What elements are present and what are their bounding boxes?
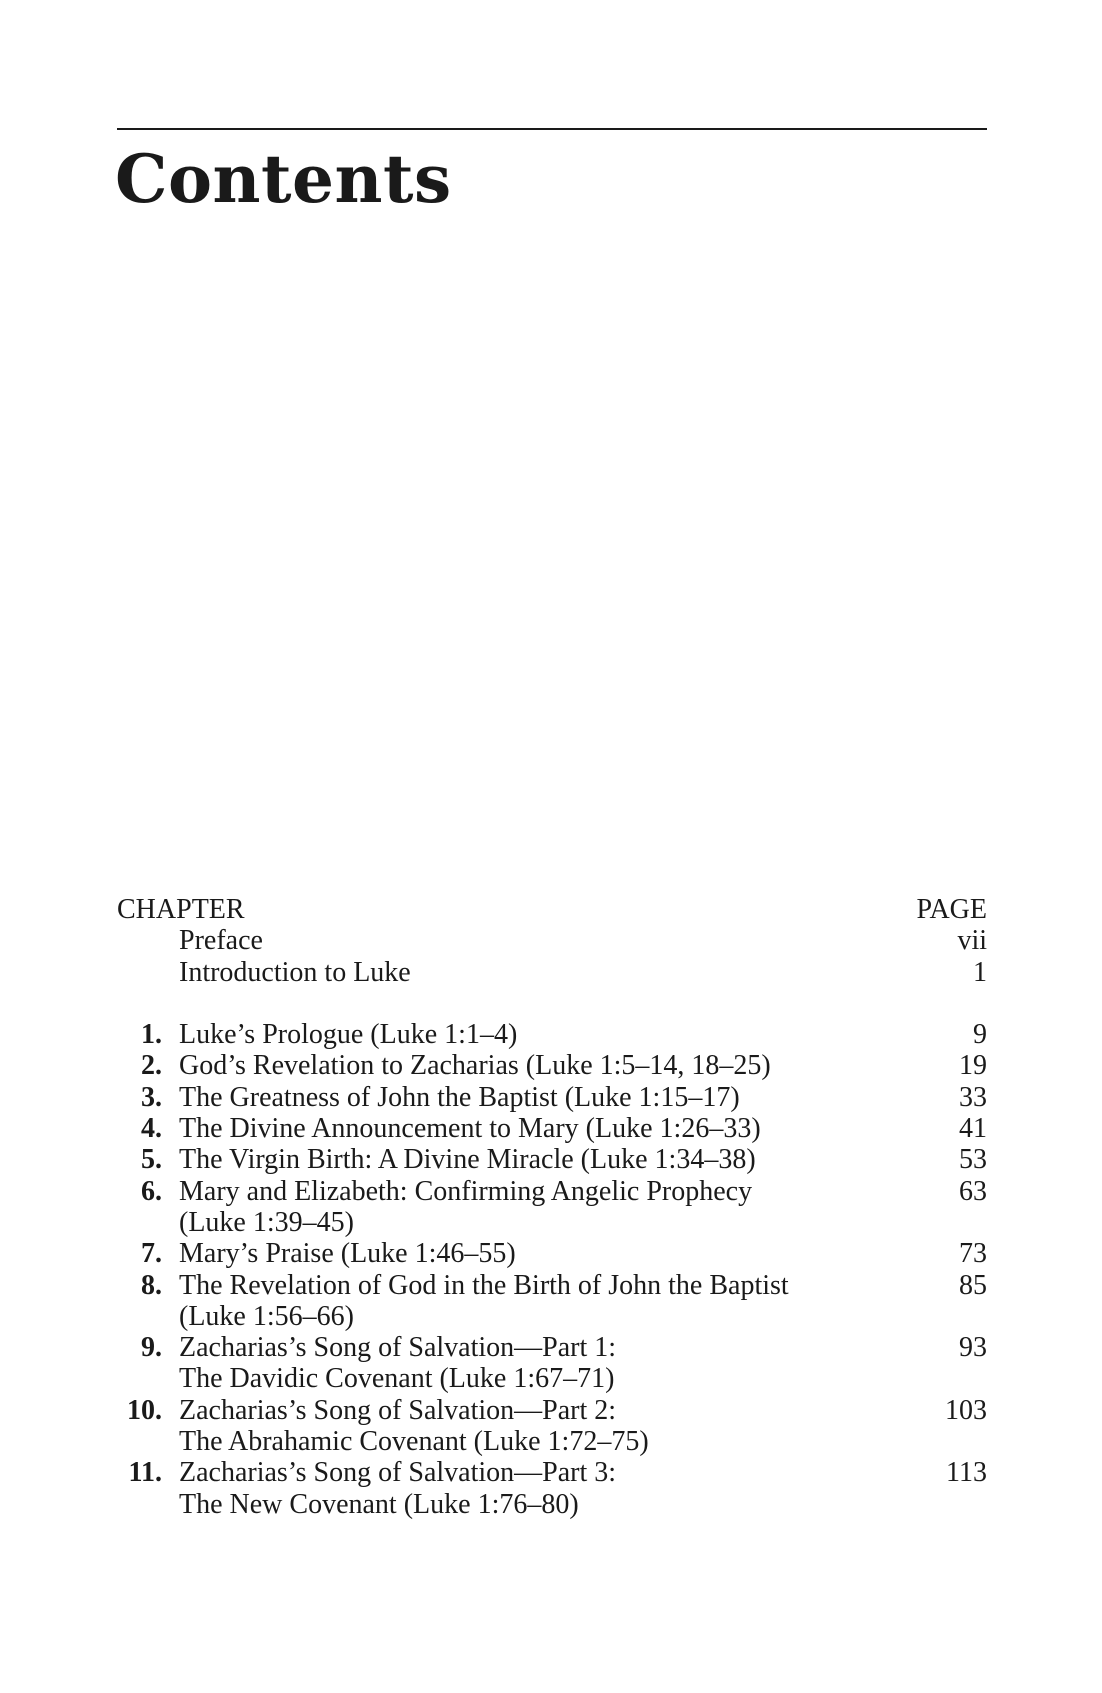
page-title: Contents <box>115 140 452 218</box>
chapter-page: 103 <box>945 1394 987 1426</box>
entry-title: Introduction to Luke <box>179 956 411 988</box>
chapter-title: Zacharias’s Song of Salvation—Part 2: The Abrahamic Covenant (Luke 1:72–75) <box>179 1394 649 1458</box>
chapter-title: Mary’s Praise (Luke 1:46–55) <box>179 1238 516 1270</box>
section-spacer <box>117 988 987 1019</box>
chapter-page: 41 <box>959 1113 987 1145</box>
chapter-page: 9 <box>973 1019 987 1051</box>
chapter-page: 73 <box>959 1238 987 1270</box>
chapter-number: 9. <box>141 1332 162 1364</box>
chapter-number: 8. <box>141 1269 162 1301</box>
chapter-title: The Greatness of John the Baptist (Luke 1:15–17) <box>179 1081 740 1113</box>
chapter-page: 93 <box>959 1332 987 1364</box>
page-column-header: PAGE <box>916 894 987 925</box>
chapter-page: 113 <box>946 1457 987 1489</box>
toc-entry-introduction <box>117 957 987 988</box>
toc-entry-preface <box>117 925 987 956</box>
chapter-title: God’s Revelation to Zacharias (Luke 1:5–14, 18–25) <box>179 1050 771 1082</box>
chapter-title: The Revelation of God in the Birth of John the Baptist (Luke 1:56–66) <box>179 1269 789 1332</box>
chapter-number: 6. <box>141 1175 162 1207</box>
chapter-page: 53 <box>959 1144 987 1176</box>
toc-entry-chapter-6 <box>117 1176 987 1239</box>
entry-page: vii <box>957 925 987 957</box>
toc-entry-chapter-4 <box>117 1113 987 1144</box>
entry-title: Preface <box>179 925 263 957</box>
chapter-number: 2. <box>141 1050 162 1082</box>
chapter-number: 7. <box>141 1238 162 1270</box>
chapter-page: 63 <box>959 1175 987 1207</box>
toc-entry-chapter-10 <box>117 1395 987 1458</box>
entry-page: 1 <box>973 956 987 988</box>
toc-entry-chapter-3 <box>117 1082 987 1113</box>
chapter-page: 85 <box>959 1269 987 1301</box>
chapter-number: 3. <box>141 1081 162 1113</box>
toc-header-row <box>117 894 987 925</box>
toc-entry-chapter-1 <box>117 1019 987 1050</box>
top-rule <box>117 128 987 130</box>
chapter-column-header: CHAPTER <box>117 894 245 925</box>
toc-entry-chapter-8 <box>117 1270 987 1333</box>
toc-entry-chapter-7 <box>117 1238 987 1269</box>
toc-entry-chapter-2 <box>117 1050 987 1081</box>
chapter-title: Mary and Elizabeth: Confirming Angelic Prophecy (Luke 1:39–45) <box>179 1175 753 1238</box>
chapter-page: 19 <box>959 1050 987 1082</box>
chapter-title: Luke’s Prologue (Luke 1:1–4) <box>179 1019 518 1051</box>
chapter-number: 5. <box>141 1144 162 1176</box>
chapter-title: Zacharias’s Song of Salvation—Part 3: The New Covenant (Luke 1:76–80) <box>179 1457 617 1520</box>
chapter-number: 1. <box>141 1019 162 1051</box>
table-of-contents <box>117 894 987 1520</box>
chapter-number: 11. <box>128 1457 162 1489</box>
chapter-title: Zacharias’s Song of Salvation—Part 1: The Davidic Covenant (Luke 1:67–71) <box>179 1332 617 1395</box>
toc-entry-chapter-11 <box>117 1457 987 1520</box>
chapter-title: The Virgin Birth: A Divine Miracle (Luke 1:34–38) <box>179 1144 756 1176</box>
chapter-title: The Divine Announcement to Mary (Luke 1:26–33) <box>179 1113 761 1145</box>
toc-entry-chapter-9 <box>117 1332 987 1395</box>
toc-entry-chapter-5 <box>117 1144 987 1175</box>
chapter-number: 10. <box>127 1394 162 1426</box>
chapter-number: 4. <box>141 1113 162 1145</box>
chapter-page: 33 <box>959 1081 987 1113</box>
